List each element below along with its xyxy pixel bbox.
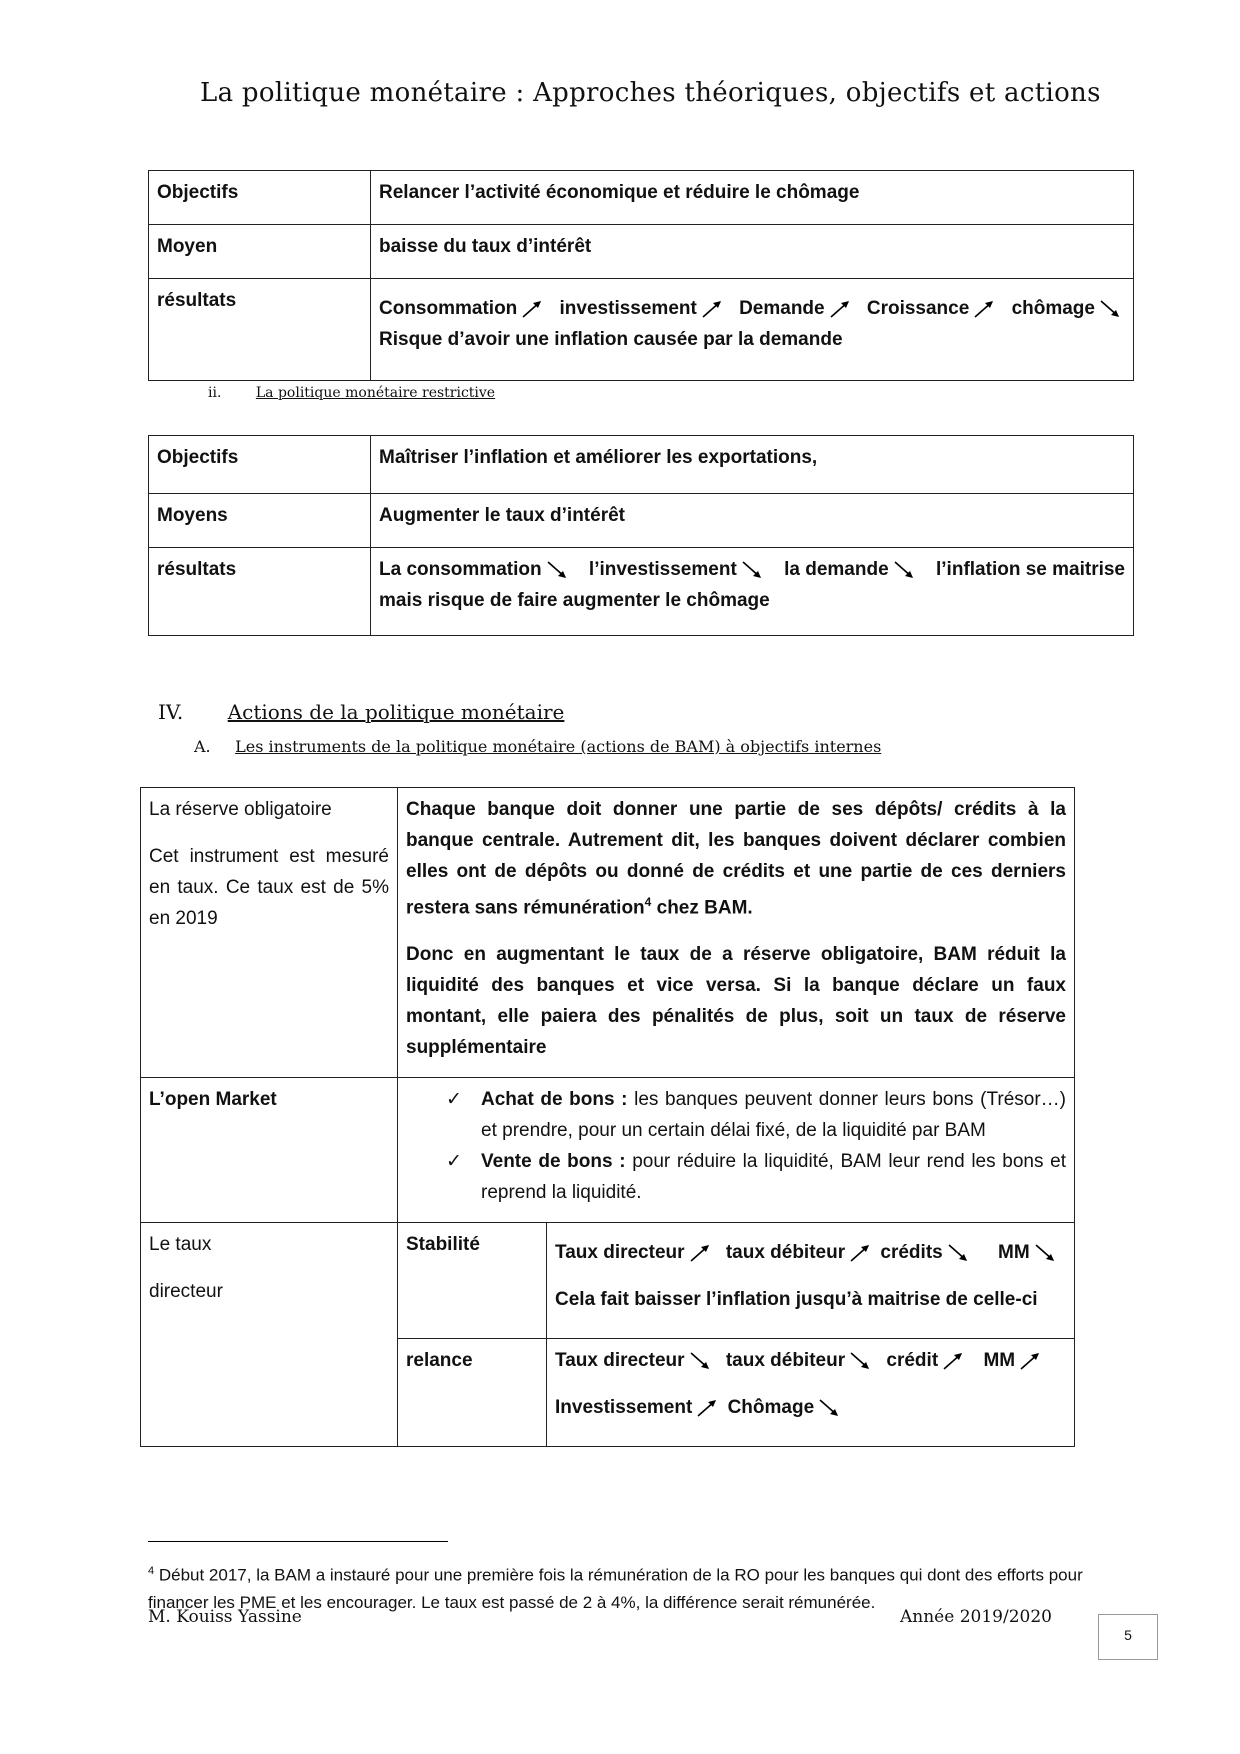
page-title: La politique monétaire : Approches théoriques, objectifs et actions <box>200 78 1101 108</box>
footnote-separator <box>148 1541 448 1542</box>
results-line2: Risque d’avoir une inflation causée par la demande <box>379 329 843 350</box>
section-number: IV. <box>158 700 184 724</box>
open-market-description <box>398 1078 1075 1223</box>
result-item: Consommation <box>379 298 518 319</box>
section-heading-iv <box>158 700 564 724</box>
section-number: A. <box>194 737 211 756</box>
row-label: Moyens <box>149 494 371 548</box>
result-item: la demande <box>784 559 889 580</box>
result-item: l’inflation se maitrise <box>936 559 1125 580</box>
section-title: Les instruments de la politique monétaire (actions de BAM) à objectifs internes <box>235 737 882 756</box>
mode-label: relance <box>398 1339 547 1447</box>
row-label: Objectifs <box>149 436 371 494</box>
result-item: Demande <box>739 298 825 319</box>
reserve-paragraph-1: Chaque banque doit donner une partie de ses dépôts/ crédits à la banque centrale. Autrement dit, les banques doivent déclarer combien elles ont de dépôts ou donné de crédits et une partie de ces derniers restera sans rémunération <box>406 799 1066 919</box>
results-cell <box>371 279 1134 381</box>
footer-author: M. Kouiss Yassine <box>148 1607 302 1627</box>
checkmark-icon: ✓ <box>446 1151 462 1173</box>
checkmark-icon: ✓ <box>446 1089 462 1111</box>
row-label: Moyen <box>149 225 371 279</box>
section-title: La politique monétaire restrictive <box>255 385 496 401</box>
list-item: ✓ Achat de bons : les banques peuvent donner leurs bons (Trésor…) et prendre, pour un certain délai fixé, de la liquidité par BAM <box>446 1084 1066 1146</box>
decrease-arrow-icon <box>546 560 568 580</box>
decrease-arrow-icon <box>741 560 763 580</box>
row-value: Augmenter le taux d’intérêt <box>371 494 1134 548</box>
reserve-description <box>398 788 1075 1078</box>
mode-label: Stabilité <box>398 1223 547 1339</box>
decrease-arrow-icon <box>947 1243 969 1263</box>
row-value: baisse du taux d’intérêt <box>371 225 1134 279</box>
instrument-name: La réserve obligatoire <box>149 799 332 820</box>
decrease-arrow-icon <box>818 1398 840 1418</box>
increase-arrow-icon <box>973 299 995 319</box>
increase-arrow-icon <box>701 299 723 319</box>
result-item: La consommation <box>379 559 542 580</box>
instrument-name: Le taux <box>149 1234 212 1256</box>
section-title: Actions de la politique monétaire <box>227 700 565 724</box>
increase-arrow-icon <box>849 1243 871 1263</box>
increase-arrow-icon <box>942 1351 964 1371</box>
row-label: Objectifs <box>149 171 371 225</box>
results-line2: mais risque de faire augmenter le chômage <box>379 590 770 611</box>
footnote: $^4$ Début 2017, la BAM a instauré pour une première fois la rémunération de la RO pour les banques qui dont des efforts pour financer les PME et les encourager. Le taux est passé de 2 à 4%, la différence serait rémunérée. <box>148 1565 1083 1612</box>
decrease-arrow-icon <box>689 1351 711 1371</box>
result-item: Croissance <box>866 298 970 319</box>
decrease-arrow-icon <box>1099 299 1121 319</box>
relance-cell: Taux directeur taux débiteur crédit MM Investissement Chômage <box>547 1339 1075 1447</box>
list-item: ✓ Vente de bons : pour réduire la liquidité, BAM leur rend les bons et reprend la liquidité. <box>446 1146 1066 1208</box>
instrument-label-cell <box>141 788 398 1078</box>
row-label: résultats <box>149 548 371 636</box>
row-label: résultats <box>149 279 371 381</box>
row-value: Maîtriser l’inflation et améliorer les exportations, <box>371 436 1134 494</box>
decrease-arrow-icon <box>1034 1243 1056 1263</box>
section-heading-a <box>194 737 881 757</box>
result-item: chômage <box>1011 298 1095 319</box>
footer-year: Année 2019/2020 <box>900 1607 1052 1627</box>
increase-arrow-icon <box>689 1243 711 1263</box>
decrease-arrow-icon <box>893 560 915 580</box>
increase-arrow-icon <box>1019 1351 1041 1371</box>
result-item: investissement <box>559 298 697 319</box>
instrument-name: directeur <box>149 1281 223 1303</box>
results-cell <box>371 548 1134 636</box>
restrictive-policy-table <box>148 435 1134 636</box>
increase-arrow-icon <box>829 299 851 319</box>
page-number: 5 <box>1098 1614 1158 1660</box>
decrease-arrow-icon <box>849 1351 871 1371</box>
reserve-paragraph-1-end: chez BAM. <box>651 897 753 919</box>
section-number: ii. <box>208 385 222 401</box>
increase-arrow-icon <box>696 1398 718 1418</box>
section-heading-ii <box>208 384 495 402</box>
reserve-paragraph-2: Donc en augmentant le taux de a réserve obligatoire, BAM réduit la liquidité des banques et vice versa. Si la banque déclare un faux montant, elle paiera des pénalités de plus, soit un taux de réserve supplémentaire <box>406 944 1066 1059</box>
row-value: Relancer l’activité économique et réduire le chômage <box>371 171 1134 225</box>
increase-arrow-icon <box>521 299 543 319</box>
result-item: l’investissement <box>588 559 737 580</box>
instrument-name: L’open Market <box>141 1078 398 1223</box>
footnote-ref: 4 <box>644 895 652 909</box>
instrument-note: Cet instrument est mesuré en taux. Ce taux est de 5% en 2019 <box>149 846 389 929</box>
expansion-policy-table <box>148 170 1134 381</box>
stability-line2: Cela fait baisser l’inflation jusqu’à maitrise de celle-ci <box>555 1289 1038 1311</box>
instruments-table <box>140 787 1075 1447</box>
stability-cell: Taux directeur taux débiteur crédits MM Cela fait baisser l’inflation jusqu’à maitrise de celle-ci <box>547 1223 1075 1339</box>
instrument-label-cell <box>141 1223 398 1447</box>
